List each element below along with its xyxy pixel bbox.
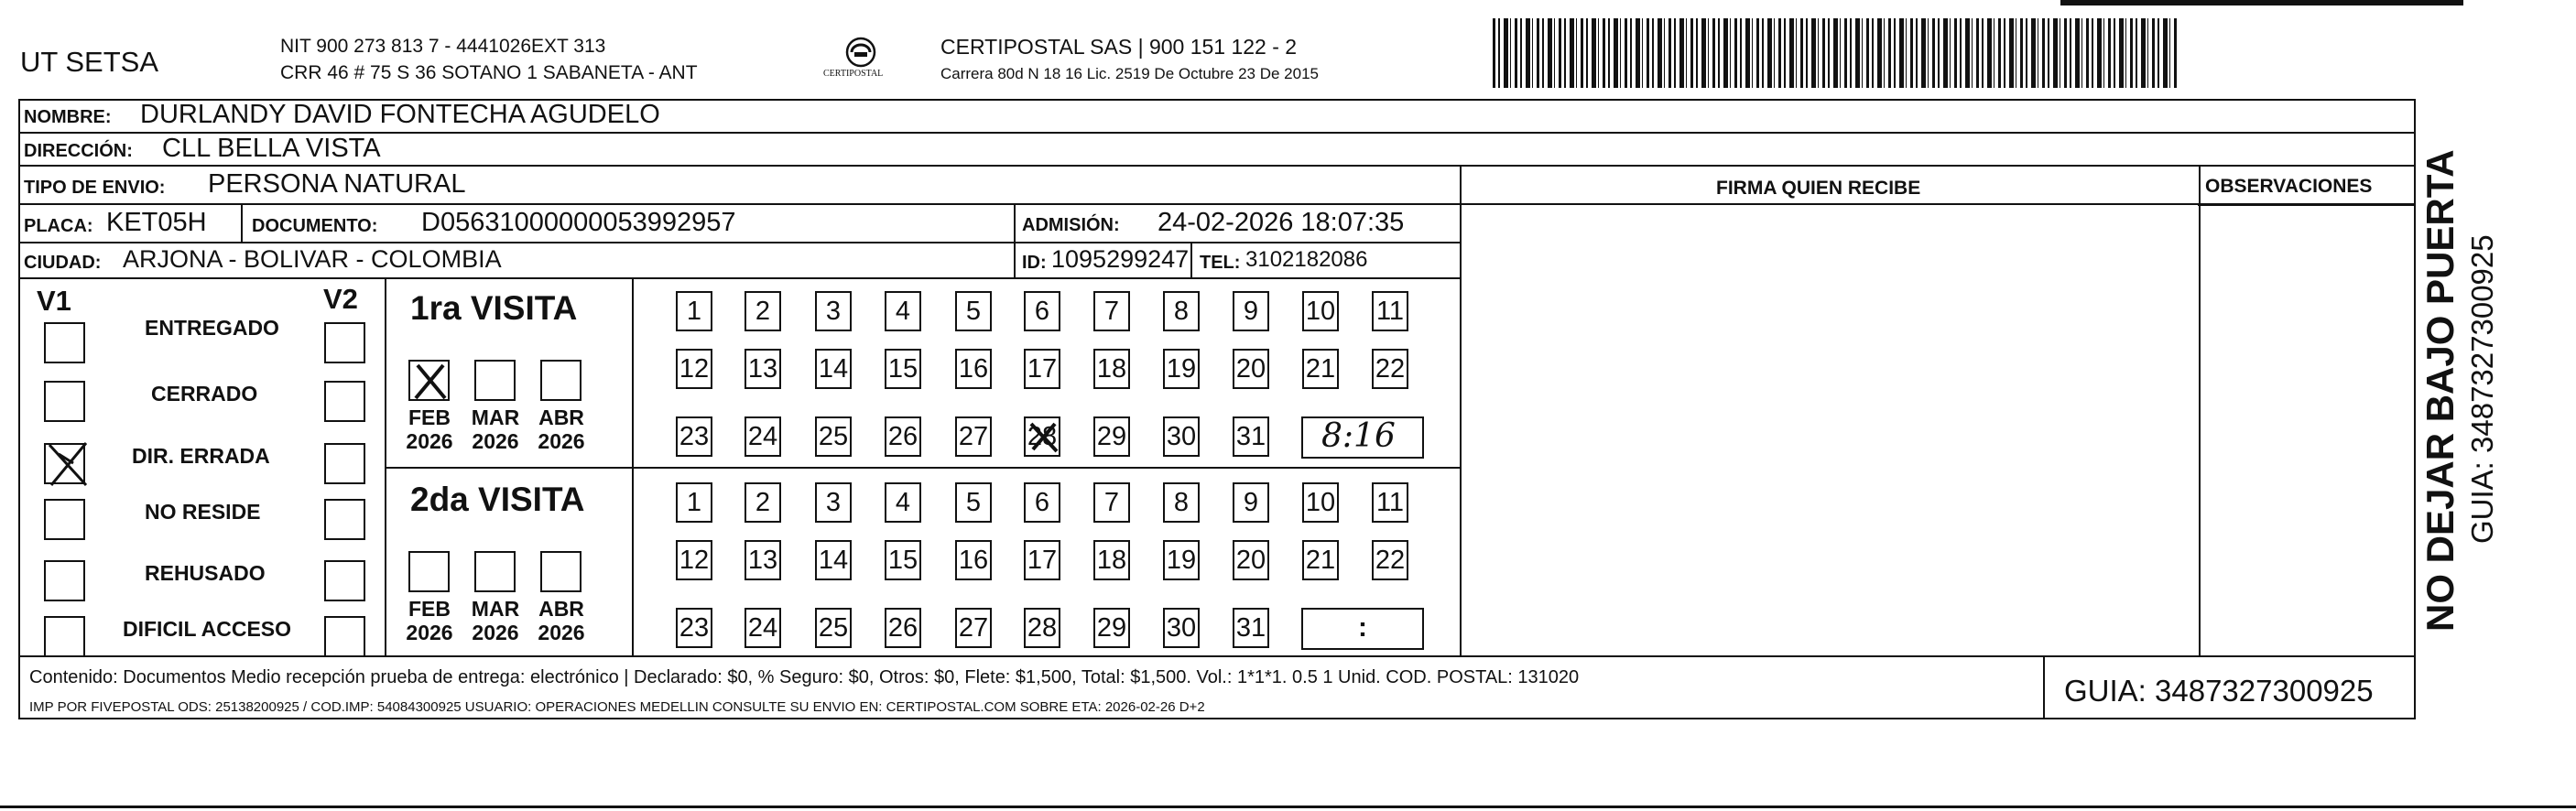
firma-header: FIRMA QUIEN RECIBE (1716, 178, 1921, 199)
company-nit: NIT 900 273 813 7 - 4441026EXT 313 (280, 36, 606, 57)
v1-checkbox[interactable] (44, 381, 85, 422)
v1-checkbox[interactable] (44, 322, 85, 363)
day-checkbox[interactable]: 20 (1233, 349, 1269, 389)
row-line (2198, 204, 2416, 206)
documento-label: DOCUMENTO: (252, 216, 378, 236)
day-checkbox[interactable]: 26 (885, 416, 921, 457)
month-name: ABR (538, 597, 584, 621)
day-checkbox[interactable]: 4 (885, 482, 921, 523)
row-line (18, 203, 2416, 205)
day-checkbox[interactable]: 30 (1163, 608, 1200, 648)
status-label: ENTREGADO (145, 316, 279, 340)
day-checkbox[interactable]: 9 (1233, 482, 1269, 523)
day-checkbox[interactable]: 28 (1024, 416, 1060, 457)
day-checkbox[interactable]: 23 (676, 416, 712, 457)
day-checkbox[interactable]: 1 (676, 482, 712, 523)
day-checkbox[interactable]: 17 (1024, 349, 1060, 389)
day-checkbox[interactable]: 13 (745, 540, 781, 580)
v2-checkbox[interactable] (324, 322, 365, 363)
month-name: MAR (471, 406, 520, 429)
time-box-second[interactable] (1301, 608, 1424, 650)
day-checkbox[interactable]: 8 (1163, 291, 1200, 331)
day-checkbox[interactable]: 16 (955, 540, 992, 580)
admision-value: 24-02-2026 18:07:35 (1158, 208, 1405, 237)
day-checkbox[interactable]: 19 (1163, 540, 1200, 580)
day-checkbox[interactable]: 2 (745, 482, 781, 523)
day-checkbox[interactable]: 13 (745, 349, 781, 389)
row-line (18, 165, 2416, 167)
tel-value: 3102182086 (1245, 247, 1368, 272)
documento-value: D05631000000053992957 (421, 208, 736, 237)
handwritten-time: 8:16 (1321, 417, 1396, 455)
footer-guia: GUIA: 3487327300925 (2064, 674, 2374, 708)
month-year: 2026 (472, 429, 519, 454)
day-checkbox[interactable]: 26 (885, 608, 921, 648)
day-checkbox[interactable]: 27 (955, 416, 992, 457)
month-year: 2026 (538, 429, 585, 454)
month-year: 2026 (406, 621, 453, 645)
top-right-mark (2060, 0, 2463, 5)
day-checkbox[interactable]: 9 (1233, 291, 1269, 331)
side-notice (2418, 119, 2504, 632)
status-label: DIR. ERRADA (132, 444, 270, 468)
tipo-envio-label: TIPO DE ENVIO: (24, 178, 166, 198)
month-year: 2026 (472, 621, 519, 645)
certipostal-license: Carrera 80d N 18 16 Lic. 2519 De Octubre 23 De 2015 (940, 65, 1319, 82)
status-label: NO RESIDE (145, 500, 261, 524)
v1-header: V1 (37, 285, 71, 317)
check-mark-icon (40, 438, 95, 492)
tel-label: TEL: (1200, 253, 1241, 273)
day-checkbox[interactable]: 10 (1302, 291, 1339, 331)
certipostal-logo (820, 37, 902, 82)
col-line (241, 203, 243, 242)
day-checkbox[interactable]: 24 (745, 416, 781, 457)
day-checkbox[interactable]: 14 (815, 540, 852, 580)
month-checkbox[interactable] (474, 360, 516, 401)
id-value: 1095299247 (1051, 245, 1190, 273)
day-checkbox[interactable]: 18 (1093, 540, 1130, 580)
ciudad-value: ARJONA - BOLIVAR - COLOMBIA (123, 245, 502, 273)
month-checkbox[interactable] (474, 551, 516, 592)
day-checkbox[interactable]: 6 (1024, 291, 1060, 331)
v1-checkbox[interactable] (44, 560, 85, 601)
col-line (1014, 203, 1016, 277)
day-checkbox[interactable]: 21 (1302, 349, 1339, 389)
v2-header: V2 (323, 283, 358, 315)
month-name: MAR (471, 597, 520, 621)
day-checkbox[interactable]: 5 (955, 482, 992, 523)
col-line (1460, 165, 1462, 655)
first-visit-title: 1ra VISITA (410, 289, 578, 327)
day-checkbox[interactable]: 10 (1302, 482, 1339, 523)
day-checkbox[interactable]: 11 (1372, 482, 1408, 523)
day-checkbox[interactable]: 22 (1372, 349, 1408, 389)
month-label (397, 597, 462, 645)
day-checkbox[interactable]: 21 (1302, 540, 1339, 580)
time-box-first[interactable] (1301, 416, 1424, 459)
day-checkbox[interactable]: 19 (1163, 349, 1200, 389)
col-line (385, 277, 386, 655)
barcode (1493, 18, 2179, 88)
status-label: CERRADO (151, 382, 258, 406)
check-mark-icon (408, 360, 454, 406)
day-checkbox[interactable]: 24 (745, 608, 781, 648)
day-checkbox[interactable]: 12 (676, 540, 712, 580)
day-checkbox[interactable]: 12 (676, 349, 712, 389)
company-address: CRR 46 # 75 S 36 SOTANO 1 SABANETA - ANT (280, 62, 698, 83)
day-checkbox[interactable]: 15 (885, 540, 921, 580)
row-line (385, 467, 1461, 469)
admision-label: ADMISIÓN: (1022, 215, 1120, 235)
tipo-envio-value: PERSONA NATURAL (208, 169, 466, 199)
month-label (463, 597, 527, 645)
day-checkbox[interactable]: 23 (676, 608, 712, 648)
ciudad-label: CIUDAD: (24, 253, 102, 273)
day-checkbox[interactable]: 7 (1093, 482, 1130, 523)
day-checkbox[interactable]: 20 (1233, 540, 1269, 580)
day-checkbox[interactable]: 25 (815, 608, 852, 648)
day-checkbox[interactable]: 16 (955, 349, 992, 389)
day-checkbox[interactable]: 11 (1372, 291, 1408, 331)
id-label: ID: (1022, 253, 1047, 273)
day-checkbox[interactable]: 25 (815, 416, 852, 457)
day-checkbox[interactable]: 30 (1163, 416, 1200, 457)
placa-value: KET05H (106, 208, 207, 237)
day-checkbox[interactable]: 29 (1093, 608, 1130, 648)
month-label (397, 406, 462, 454)
v2-checkbox[interactable] (324, 560, 365, 601)
day-checkbox[interactable]: 14 (815, 349, 852, 389)
row-line (18, 277, 1461, 279)
col-line (2043, 655, 2045, 719)
month-name: ABR (538, 406, 584, 429)
day-checkbox[interactable]: 7 (1093, 291, 1130, 331)
direccion-value: CLL BELLA VISTA (162, 134, 381, 163)
day-checkbox[interactable]: 2 (745, 291, 781, 331)
day-checkbox[interactable]: 29 (1093, 416, 1130, 457)
day-checkbox[interactable]: 31 (1233, 608, 1269, 648)
v2-checkbox[interactable] (324, 616, 365, 657)
col-line (2199, 165, 2201, 655)
v2-checkbox[interactable] (324, 443, 365, 484)
row-line (18, 242, 1461, 243)
month-label (463, 406, 527, 454)
day-checkbox[interactable]: 3 (815, 291, 852, 331)
v1-checkbox[interactable] (44, 499, 85, 540)
day-checkbox[interactable]: 17 (1024, 540, 1060, 580)
day-checkbox[interactable]: 28 (1024, 608, 1060, 648)
day-checkbox[interactable]: 3 (815, 482, 852, 523)
check-mark-icon (1024, 416, 1064, 457)
col-line (632, 277, 634, 655)
no-dejar-text: NO DEJAR BAJO PUERTA (2418, 149, 2462, 632)
v2-checkbox[interactable] (324, 499, 365, 540)
month-year: 2026 (538, 621, 585, 645)
day-checkbox[interactable]: 1 (676, 291, 712, 331)
col-line (1190, 242, 1192, 277)
footer-content: Contenido: Documentos Medio recepción prueba de entrega: electrónico | Declarado: $0, % Seguro: $0, Otros: $0, Flete: $1,500, Total: $1,500. Vol.: 1*1*1. 0.5 1 Unid. COD. POSTAL: 131020 (29, 667, 1580, 687)
month-label (529, 597, 593, 645)
placa-label: PLACA: (24, 216, 93, 236)
company-name: UT SETSA (20, 46, 159, 78)
v2-checkbox[interactable] (324, 381, 365, 422)
month-label (529, 406, 593, 454)
time-colon: : (1358, 612, 1367, 643)
nombre-label: NOMBRE: (24, 107, 112, 127)
footer-imp: IMP POR FIVEPOSTAL ODS: 25138200925 / COD.IMP: 54084300925 USUARIO: OPERACIONES MEDELLIN CONSULTE SU ENVIO EN: CERTIPOSTAL.COM SOBRE ETA: 2026-02-26 D+2 (29, 699, 1205, 715)
day-checkbox[interactable]: 22 (1372, 540, 1408, 580)
direccion-label: DIRECCIÓN: (24, 141, 133, 161)
month-name: FEB (408, 406, 451, 429)
day-checkbox[interactable]: 31 (1233, 416, 1269, 457)
nombre-value: DURLANDY DAVID FONTECHA AGUDELO (140, 100, 660, 129)
row-line (18, 655, 2416, 657)
v1-checkbox[interactable] (44, 616, 85, 657)
logo-text: CERTIPOSTAL (823, 69, 884, 79)
status-label: DIFICIL ACCESO (123, 617, 292, 641)
observaciones-header: OBSERVACIONES (2205, 176, 2373, 197)
month-checkbox[interactable] (408, 551, 450, 592)
certipostal-name: CERTIPOSTAL SAS | 900 151 122 - 2 (940, 35, 1298, 59)
paper-bottom (0, 806, 2576, 808)
status-label: REHUSADO (145, 561, 266, 585)
day-checkbox[interactable]: 18 (1093, 349, 1130, 389)
day-checkbox[interactable]: 15 (885, 349, 921, 389)
second-visit-title: 2da VISITA (410, 481, 585, 518)
day-checkbox[interactable]: 4 (885, 291, 921, 331)
day-checkbox[interactable]: 6 (1024, 482, 1060, 523)
month-checkbox[interactable] (540, 360, 582, 401)
side-guia: GUIA: 3487327300925 (2465, 234, 2499, 544)
month-year: 2026 (406, 429, 453, 454)
day-checkbox[interactable]: 27 (955, 608, 992, 648)
month-name: FEB (408, 597, 451, 621)
day-checkbox[interactable]: 5 (955, 291, 992, 331)
day-checkbox[interactable]: 8 (1163, 482, 1200, 523)
month-checkbox[interactable] (540, 551, 582, 592)
